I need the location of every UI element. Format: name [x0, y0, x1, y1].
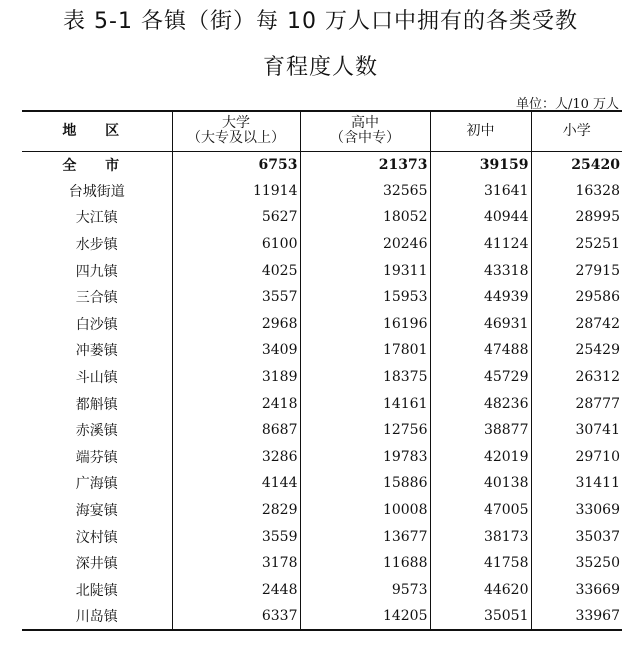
cell-highschool: 13677	[300, 523, 430, 550]
cell-junior: 43318	[430, 257, 531, 284]
cell-college: 8687	[172, 417, 300, 444]
cell-college: 6753	[172, 151, 300, 178]
cell-highschool: 17801	[300, 337, 430, 364]
table-row	[22, 550, 622, 577]
cell-college: 4144	[172, 470, 300, 497]
table-row	[22, 390, 622, 417]
table-row	[22, 284, 622, 311]
header-row	[22, 111, 622, 151]
cell-region: 都斛镇	[75, 396, 118, 413]
cell-college: 2968	[172, 311, 300, 338]
cell-highschool: 9573	[300, 577, 430, 604]
table-body	[22, 151, 622, 630]
table-row	[22, 178, 622, 205]
cell-region: 冲蒌镇	[75, 343, 118, 360]
cell-highschool: 18052	[300, 204, 430, 231]
cell-region: 水步镇	[75, 237, 118, 254]
cell-highschool: 19783	[300, 444, 430, 471]
cell-primary: 33069	[531, 497, 622, 524]
cell-region: 台城街道	[68, 183, 125, 200]
cell-college: 2418	[172, 390, 300, 417]
cell-region: 川岛镇	[22, 603, 172, 630]
cell-college: 3178	[172, 550, 300, 577]
cell-primary: 31411	[531, 470, 622, 497]
cell-junior: 47005	[430, 497, 531, 524]
cell-junior: 41124	[430, 231, 531, 258]
header-highschool-line-1: 高中	[351, 115, 379, 132]
table-title-line-2: 育程度人数	[262, 55, 378, 80]
cell-junior: 47488	[430, 337, 531, 364]
cell-primary: 30741	[531, 417, 622, 444]
cell-college: 4025	[172, 257, 300, 284]
table-row	[22, 231, 622, 258]
cell-region: 全 市	[62, 157, 132, 174]
cell-highschool: 10008	[300, 497, 430, 524]
header-highschool	[300, 111, 430, 151]
cell-region: 海宴镇	[75, 503, 118, 520]
table-row	[22, 523, 622, 550]
table-row	[22, 204, 622, 231]
cell-college: 6100	[172, 231, 300, 258]
table-row	[22, 311, 622, 338]
cell-region: 端芬镇	[75, 449, 118, 466]
header-college	[172, 111, 300, 151]
header-college-line-2: （大专及以上）	[187, 130, 285, 147]
cell-highschool: 21373	[300, 151, 430, 178]
cell-college: 5627	[172, 204, 300, 231]
cell-primary: 25429	[531, 337, 622, 364]
cell-junior: 40944	[430, 204, 531, 231]
cell-junior: 38173	[430, 523, 531, 550]
cell-region: 三合镇	[75, 290, 118, 307]
cell-highschool: 11688	[300, 550, 430, 577]
cell-junior: 38877	[430, 417, 531, 444]
cell-region: 北陡镇	[75, 582, 118, 599]
cell-highschool: 15953	[300, 284, 430, 311]
cell-college: 2829	[172, 497, 300, 524]
header-region: 地 区	[22, 111, 172, 151]
cell-primary: 25420	[531, 151, 622, 178]
cell-primary: 29710	[531, 444, 622, 471]
cell-junior: 39159	[430, 151, 531, 178]
cell-college: 11914	[172, 178, 300, 205]
cell-primary: 25251	[531, 231, 622, 258]
table-row	[22, 337, 622, 364]
cell-region: 汶村镇	[75, 529, 118, 546]
cell-college: 3409	[172, 337, 300, 364]
cell-region: 广海镇	[75, 476, 118, 493]
cell-college: 3286	[172, 444, 300, 471]
cell-junior: 48236	[430, 390, 531, 417]
cell-primary: 35037	[531, 523, 622, 550]
cell-highschool: 14161	[300, 390, 430, 417]
header-primary: 小学	[531, 111, 622, 151]
cell-junior: 44939	[430, 284, 531, 311]
table-row	[22, 497, 622, 524]
cell-highschool: 18375	[300, 364, 430, 391]
table-title-line-1: 表 5-1 各镇（街）每 10 万人口中拥有的各类受教	[63, 9, 578, 34]
table-row	[22, 417, 622, 444]
cell-college: 6337	[172, 603, 300, 630]
unit-label: 单位：人/10 万人	[515, 97, 619, 112]
cell-primary: 33967	[531, 603, 622, 630]
cell-primary: 29586	[531, 284, 622, 311]
cell-college: 3189	[172, 364, 300, 391]
cell-highschool: 14205	[300, 603, 430, 630]
cell-junior: 45729	[430, 364, 531, 391]
cell-primary: 28777	[531, 390, 622, 417]
header-highschool-line-2: （含中专）	[330, 130, 400, 147]
table-row	[22, 470, 622, 497]
cell-junior: 40138	[430, 470, 531, 497]
cell-region: 大江镇	[75, 210, 118, 227]
cell-highschool: 19311	[300, 257, 430, 284]
cell-primary: 35250	[531, 550, 622, 577]
table-row	[22, 257, 622, 284]
table-row	[22, 364, 622, 391]
cell-highschool: 12756	[300, 417, 430, 444]
header-junior: 初中	[430, 111, 531, 151]
cell-junior: 42019	[430, 444, 531, 471]
cell-region: 斗山镇	[75, 370, 118, 387]
cell-primary: 28742	[531, 311, 622, 338]
cell-junior: 31641	[430, 178, 531, 205]
cell-highschool: 32565	[300, 178, 430, 205]
cell-region: 赤溪镇	[75, 423, 118, 440]
cell-primary: 28995	[531, 204, 622, 231]
total-row	[22, 151, 622, 178]
table-row	[22, 603, 622, 630]
header-college-line-1: 大学	[222, 115, 250, 132]
cell-junior: 41758	[430, 550, 531, 577]
cell-region: 白沙镇	[75, 316, 118, 333]
cell-junior: 46931	[430, 311, 531, 338]
cell-primary: 26312	[531, 364, 622, 391]
cell-college: 3559	[172, 523, 300, 550]
cell-region: 深井镇	[75, 556, 118, 573]
cell-junior: 35051	[430, 603, 531, 630]
cell-college: 2448	[172, 577, 300, 604]
cell-region: 四九镇	[75, 263, 118, 280]
cell-highschool: 20246	[300, 231, 430, 258]
cell-college: 3557	[172, 284, 300, 311]
cell-junior: 44620	[430, 577, 531, 604]
education-table	[22, 110, 622, 631]
cell-highschool: 15886	[300, 470, 430, 497]
cell-primary: 33669	[531, 577, 622, 604]
cell-primary: 27915	[531, 257, 622, 284]
table-row	[22, 444, 622, 471]
cell-primary: 16328	[531, 178, 622, 205]
table-row	[22, 577, 622, 604]
cell-highschool: 16196	[300, 311, 430, 338]
